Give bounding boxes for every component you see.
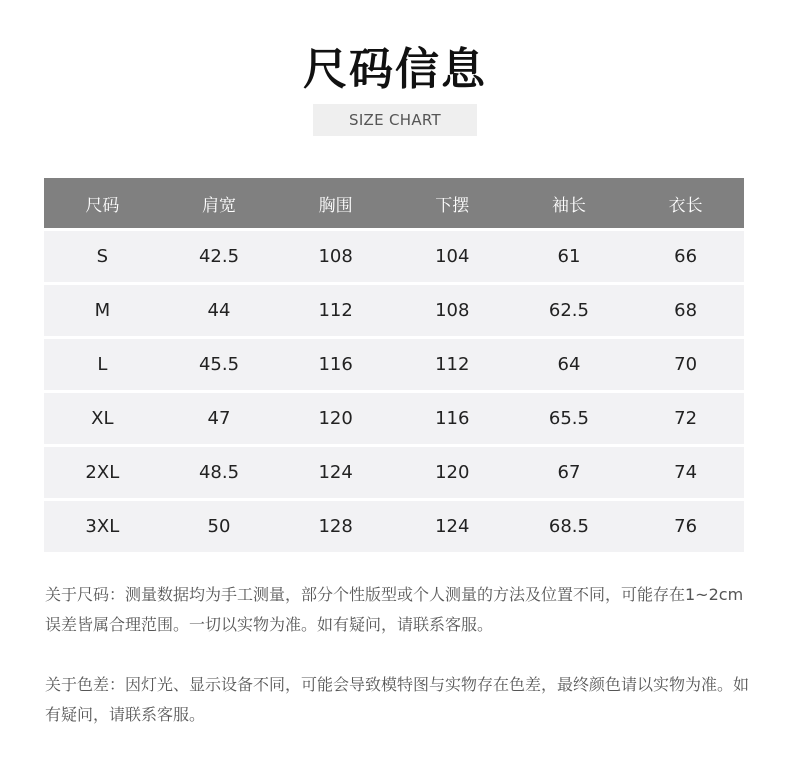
table-cell: 116 (435, 408, 470, 429)
table-cell: L (97, 354, 108, 375)
table-row (44, 339, 744, 390)
page-subtitle: SIZE CHART (313, 104, 477, 136)
table-cell: 104 (435, 246, 470, 267)
table-cell: 120 (318, 408, 353, 429)
table-cell: 48.5 (198, 462, 240, 483)
header-cell-shoulder: 肩宽 (201, 195, 236, 216)
table-cell: 3XL (85, 516, 120, 537)
table-cell: S (96, 246, 109, 267)
table-row (44, 231, 744, 282)
table-cell: 112 (318, 300, 353, 321)
table-row (44, 285, 744, 336)
table-row (44, 393, 744, 444)
table-cell: 68.5 (548, 516, 589, 537)
table-cell: M (94, 300, 111, 321)
table-cell: 70 (674, 354, 698, 375)
table-cell: 62.5 (548, 300, 589, 321)
table-cell: 112 (435, 354, 470, 375)
table-cell: 124 (435, 516, 470, 537)
table-cell: 50 (207, 516, 231, 537)
table-cell: 2XL (85, 462, 120, 483)
table-cell: 72 (674, 408, 698, 429)
table-cell: 44 (207, 300, 231, 321)
table-cell: 124 (318, 462, 353, 483)
table-cell: 66 (674, 246, 698, 267)
table-header-row (44, 178, 744, 228)
color-note: 关于色差：因灯光、显示设备不同，可能会导致模特图与实物存在色差，最终颜色请以实物为准。如有疑问，请联系客服。 (45, 675, 750, 724)
table-cell: 67 (557, 462, 581, 483)
page-title: 尺码信息 (303, 44, 487, 95)
table-cell: 45.5 (198, 354, 240, 375)
table-cell: 47 (207, 408, 231, 429)
table-cell: XL (91, 408, 114, 429)
size-note: 关于尺码：测量数据均为手工测量，部分个性版型或个人测量的方法及位置不同，可能存在1~2cm误差皆属合理范围。一切以实物为准。如有疑问，请联系客服。 (45, 585, 744, 634)
table-cell: 74 (674, 462, 698, 483)
table-cell: 116 (318, 354, 353, 375)
table-row (44, 501, 744, 552)
header-cell-size: 尺码 (85, 195, 120, 216)
table-cell: 61 (557, 246, 581, 267)
table-row (44, 447, 744, 498)
header-cell-length: 衣长 (668, 195, 703, 216)
table-cell: 108 (318, 246, 353, 267)
table-cell: 42.5 (198, 246, 240, 267)
size-chart-table (44, 178, 744, 552)
header-cell-sleeve: 袖长 (551, 195, 586, 216)
table-cell: 68 (674, 300, 698, 321)
table-cell: 64 (557, 354, 581, 375)
header-cell-hem: 下摆 (435, 195, 470, 216)
table-cell: 120 (435, 462, 470, 483)
table-cell: 65.5 (548, 408, 589, 429)
table-cell: 76 (674, 516, 698, 537)
table-cell: 108 (435, 300, 470, 321)
header-cell-chest: 胸围 (318, 195, 353, 216)
table-cell: 128 (318, 516, 353, 537)
